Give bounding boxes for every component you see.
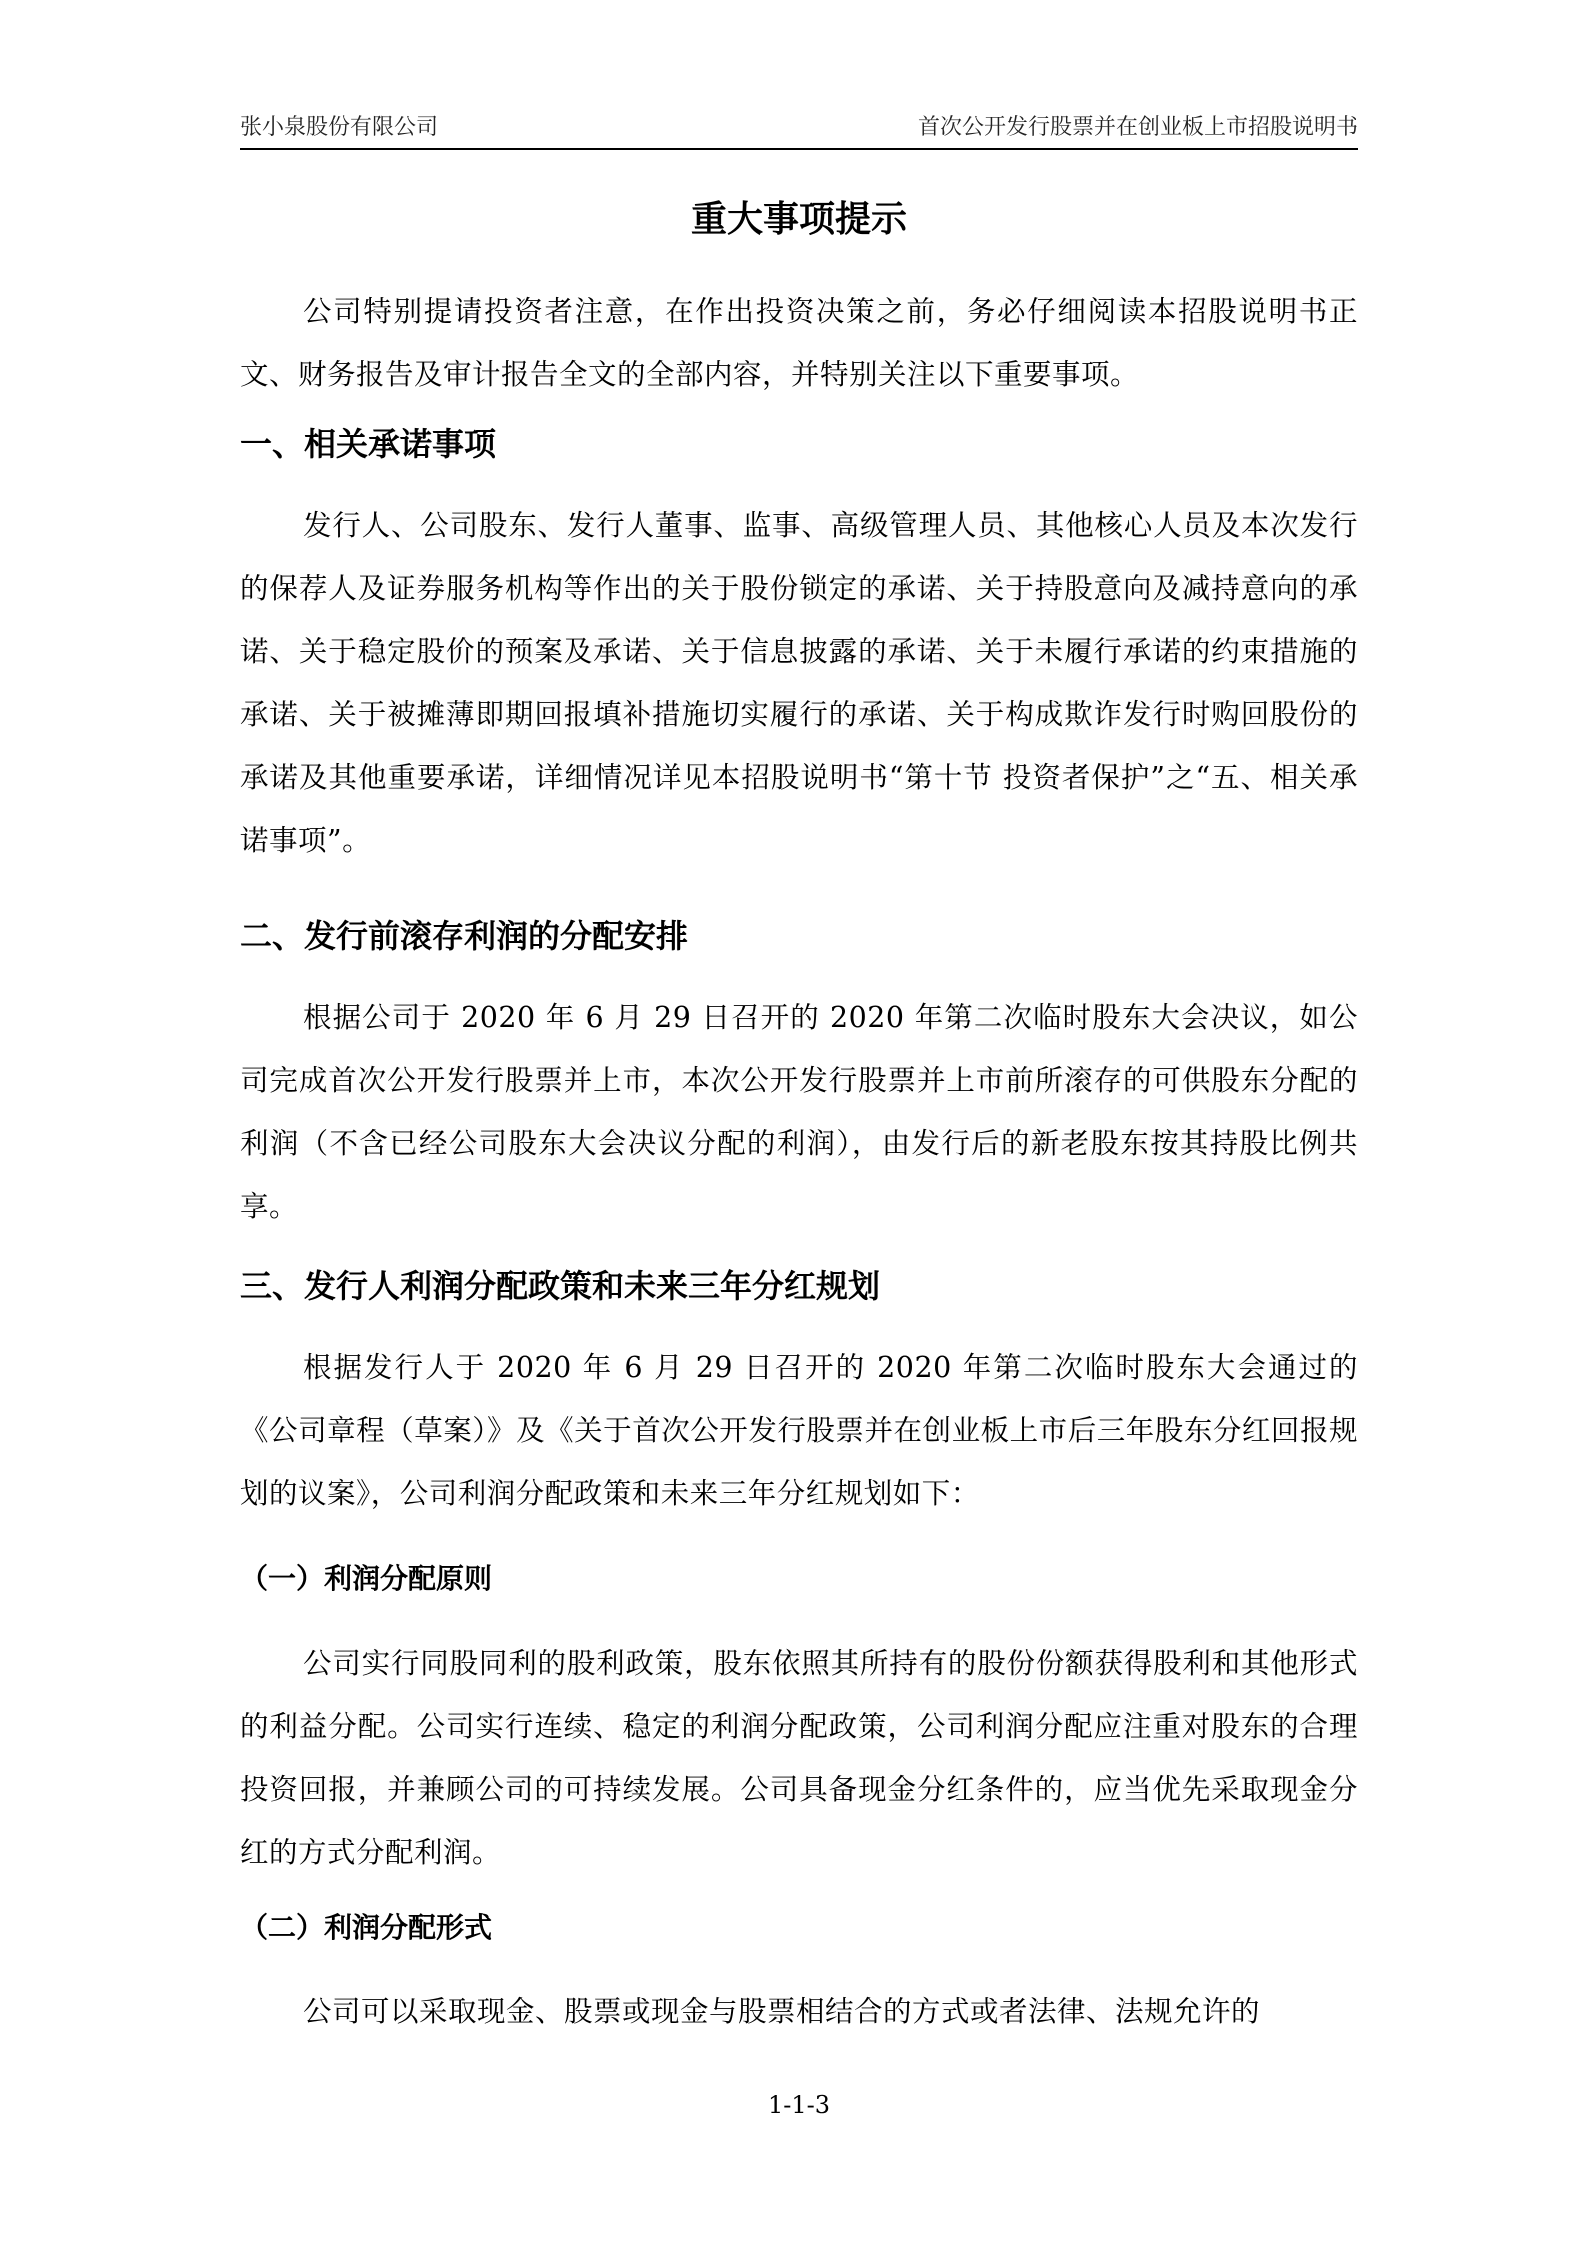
header-company: 张小泉股份有限公司 xyxy=(240,115,439,140)
section-2-paragraph: 根据公司于 2020 年 6 月 29 日召开的 2020 年第二次临时股东大会决议，如公司完成首次公开发行股票并上市，本次公开发行股票并上市前所滚存的可供股东分配的利润（不含已经公司股东大会决议分配的利润），由发行后的新老股东按其持股比例共享。 xyxy=(240,1001,1358,1223)
subsection-1-heading: （一）利润分配原则 xyxy=(240,1562,493,1595)
section-3-paragraph: 根据发行人于 2020 年 6 月 29 日召开的 2020 年第二次临时股东大会通过的《公司章程（草案）》及《关于首次公开发行股票并在创业板上市后三年股东分红回报规划的议案》，公司利润分配政策和未来三年分红规划如下： xyxy=(240,1351,1358,1510)
header-doc-title: 首次公开发行股票并在创业板上市招股说明书 xyxy=(917,115,1358,140)
section-2-heading: 二、发行前滚存利润的分配安排 xyxy=(240,917,689,955)
section-1-paragraph: 发行人、公司股东、发行人董事、监事、高级管理人员、其他核心人员及本次发行的保荐人及证券服务机构等作出的关于股份锁定的承诺、关于持股意向及减持意向的承诺、关于稳定股价的预案及承诺、关于信息披露的承诺、关于未履行承诺的约束措施的承诺、关于被摊薄即期回报填补措施切实履行的承诺、关于构成欺诈发行时购回股份的承诺及其他重要承诺，详细情况详见本招股说明书“第十节 投资者保护”之“五、相关承诺事项”。 xyxy=(240,509,1358,857)
page-number: 1-1-3 xyxy=(767,2091,831,2119)
subsection-2-heading: （二）利润分配形式 xyxy=(240,1911,493,1944)
section-3-heading: 三、发行人利润分配政策和未来三年分红规划 xyxy=(240,1267,881,1305)
intro-paragraph: 公司特别提请投资者注意，在作出投资决策之前，务必仔细阅读本招股说明书正文、财务报告及审计报告全文的全部内容，并特别关注以下重要事项。 xyxy=(240,295,1358,391)
subsection-2-paragraph: 公司可以采取现金、股票或现金与股票相结合的方式或者法律、法规允许的 xyxy=(303,1995,1261,2028)
subsection-1-paragraph: 公司实行同股同利的股利政策，股东依照其所持有的股份份额获得股利和其他形式的利益分配。公司实行连续、稳定的利润分配政策，公司利润分配应注重对股东的合理投资回报，并兼顾公司的可持续发展。公司具备现金分红条件的，应当优先采取现金分红的方式分配利润。 xyxy=(240,1647,1358,1869)
page-header xyxy=(240,108,1358,150)
page-title: 重大事项提示 xyxy=(690,199,907,240)
section-1-heading: 一、相关承诺事项 xyxy=(240,425,497,463)
